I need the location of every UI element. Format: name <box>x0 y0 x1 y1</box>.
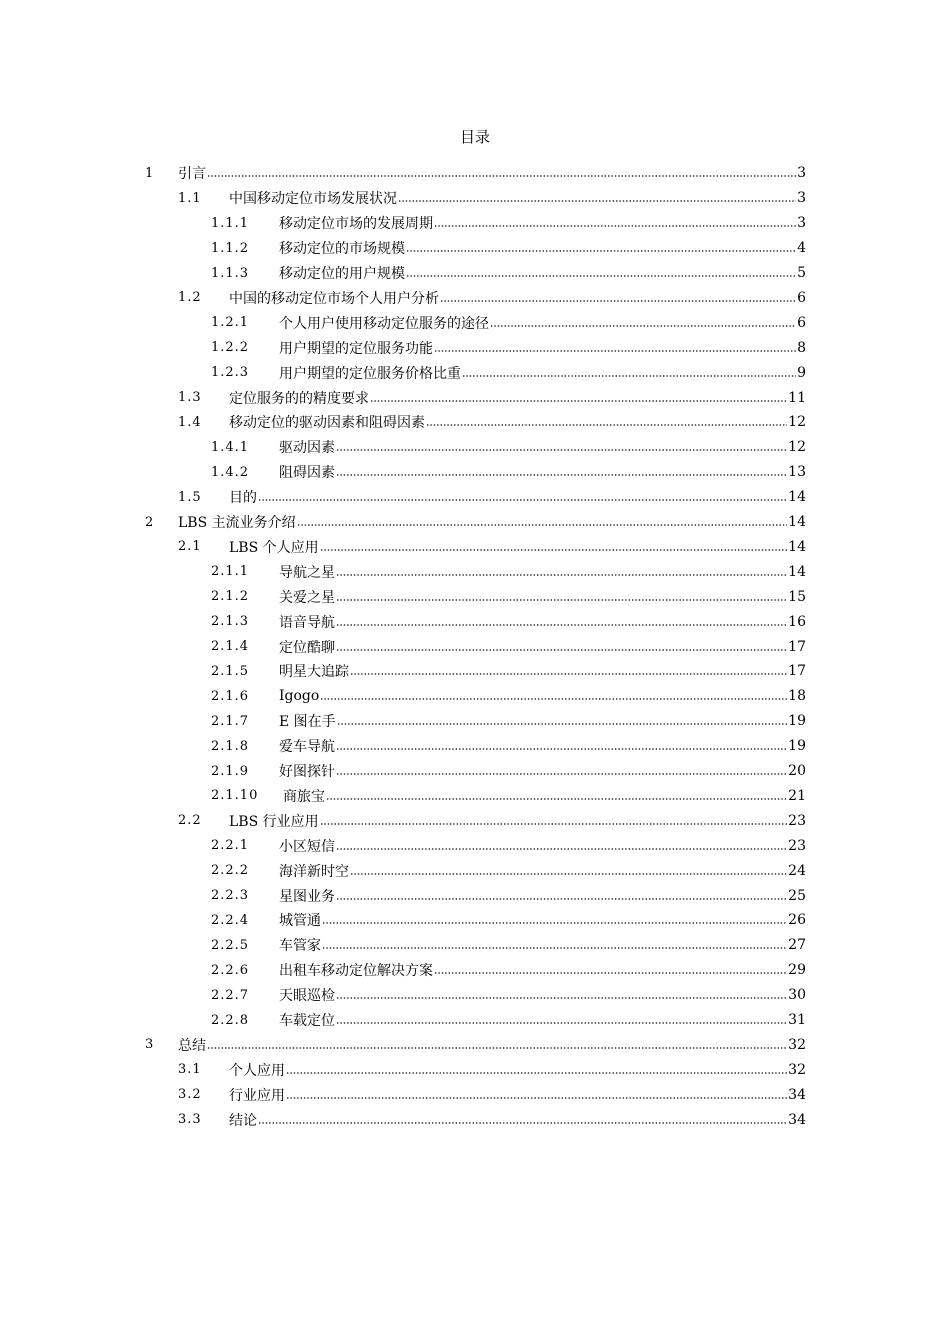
toc-leader-dots <box>322 922 787 924</box>
toc-entry-label: 个人应用 <box>229 1062 285 1079</box>
toc-leader-dots <box>336 574 787 576</box>
toc-entry[interactable] <box>211 858 806 883</box>
toc-entry-number: 1.1 <box>178 190 202 206</box>
toc-entry-label: 驱动因素 <box>279 440 335 457</box>
toc-entry-page-number: 6 <box>797 314 806 331</box>
toc-entry[interactable] <box>211 709 806 734</box>
toc-entry-label: 引言 <box>178 166 206 183</box>
toc-entry-page-number: 17 <box>788 638 806 655</box>
toc-entry-label: LBS 个人应用 <box>229 539 319 556</box>
toc-entry[interactable] <box>211 211 806 236</box>
toc-leader-dots <box>434 972 787 974</box>
toc-entry[interactable] <box>211 784 806 809</box>
toc-entry-number: 2.1.5 <box>211 663 250 679</box>
toc-entry-page-number: 3 <box>797 165 806 182</box>
toc-leader-dots <box>258 499 787 501</box>
toc-entry-page-number: 14 <box>788 514 806 531</box>
toc-entry-page-number: 34 <box>788 1111 806 1128</box>
toc-entry-page-number: 3 <box>797 190 806 207</box>
toc-entry[interactable] <box>178 535 806 560</box>
toc-entry-label: E 图在手 <box>279 714 336 731</box>
toc-entry-number: 2.1.3 <box>211 614 250 630</box>
toc-entry[interactable] <box>178 410 806 435</box>
toc-leader-dots <box>336 997 787 999</box>
toc-entry-label: 用户期望的定位服务价格比重 <box>279 365 461 382</box>
toc-entry-page-number: 12 <box>788 439 806 456</box>
toc-entry[interactable] <box>211 983 806 1008</box>
toc-leader-dots <box>434 350 796 352</box>
toc-entry-page-number: 32 <box>788 1036 806 1053</box>
toc-entry-number: 1.2 <box>178 290 202 306</box>
toc-entry-label: 导航之星 <box>279 564 335 581</box>
toc-entry-number: 1.2.1 <box>211 315 250 331</box>
toc-leader-dots <box>336 1022 787 1024</box>
toc-entry-number: 2.1.6 <box>211 688 250 704</box>
toc-entry[interactable] <box>211 759 806 784</box>
toc-entry-page-number: 11 <box>788 389 806 406</box>
toc-entry-label: LBS 主流业务介绍 <box>178 515 296 532</box>
toc-leader-dots <box>336 748 787 750</box>
toc-entry[interactable] <box>178 808 806 833</box>
toc-entry[interactable] <box>178 1057 806 1082</box>
toc-entry-number: 3.3 <box>178 1112 202 1128</box>
toc-entry-number: 3.2 <box>178 1087 202 1103</box>
toc-entry-label: LBS 行业应用 <box>229 813 319 830</box>
toc-entry-number: 2.1.1 <box>211 564 250 580</box>
toc-leader-dots <box>370 400 787 402</box>
toc-leader-dots <box>326 798 787 800</box>
toc-entry-number: 3.1 <box>178 1062 202 1078</box>
toc-leader-dots <box>297 524 788 526</box>
toc-entry-number: 2.2 <box>178 813 202 829</box>
toc-entry-number: 2.2.5 <box>211 937 250 953</box>
toc-leader-dots <box>336 624 787 626</box>
toc-entry[interactable] <box>178 385 806 410</box>
toc-entry-page-number: 34 <box>788 1086 806 1103</box>
toc-entry-page-number: 14 <box>788 563 806 580</box>
toc-entry-page-number: 31 <box>788 1012 806 1029</box>
toc-entry-page-number: 15 <box>788 588 806 605</box>
toc-entry-number: 2.1.2 <box>211 589 250 605</box>
toc-entry[interactable] <box>211 883 806 908</box>
toc-entry-page-number: 23 <box>788 812 806 829</box>
toc-entry-label: 车载定位 <box>279 1013 335 1030</box>
toc-entry[interactable] <box>211 659 806 684</box>
toc-entry-label: 城管通 <box>279 913 321 930</box>
toc-entry[interactable] <box>145 161 806 186</box>
toc-entry[interactable] <box>178 1082 806 1107</box>
toc-entry-number: 2.1 <box>178 539 202 555</box>
toc-entry-label: 爱车导航 <box>279 739 335 756</box>
toc-leader-dots <box>286 1097 787 1099</box>
toc-entry[interactable] <box>145 1033 806 1058</box>
toc-entry-page-number: 9 <box>797 364 806 381</box>
toc-leader-dots <box>350 873 787 875</box>
toc-entry-number: 2.2.8 <box>211 1012 250 1028</box>
toc-entry-number: 2.2.2 <box>211 863 250 879</box>
toc-title: 目录 <box>459 128 490 146</box>
toc-entry-label: 定位酷聊 <box>279 639 335 656</box>
toc-entry-page-number: 17 <box>788 663 806 680</box>
toc-entry-number: 2.2.3 <box>211 888 250 904</box>
toc-leader-dots <box>322 947 787 949</box>
toc-entry-number: 1.3 <box>178 390 202 406</box>
toc-entry-number: 1.2.3 <box>211 365 250 381</box>
toc-entry-page-number: 25 <box>788 887 806 904</box>
toc-entry-page-number: 23 <box>788 837 806 854</box>
toc-entry-label: 移动定位的驱动因素和阻碍因素 <box>229 415 425 432</box>
toc-entry-page-number: 16 <box>788 613 806 630</box>
toc-entry-label: 车管家 <box>279 938 321 955</box>
toc-entry-label: 出租车移动定位解决方案 <box>279 963 433 980</box>
toc-leader-dots <box>426 424 787 426</box>
toc-entry[interactable] <box>211 634 806 659</box>
toc-entry-page-number: 27 <box>788 937 806 954</box>
toc-entry-page-number: 6 <box>797 289 806 306</box>
toc-entry-label: 用户期望的定位服务功能 <box>279 340 433 357</box>
toc-leader-dots <box>336 773 787 775</box>
toc-leader-dots <box>398 200 796 202</box>
toc-entry-page-number: 32 <box>788 1061 806 1078</box>
toc-entry-label: 海洋新时空 <box>279 863 349 880</box>
toc-entry-number: 1.2.2 <box>211 340 250 356</box>
toc-leader-dots <box>490 325 796 327</box>
toc-leader-dots <box>207 1047 787 1049</box>
toc-entry-number: 3 <box>145 1037 155 1053</box>
toc-entry-number: 2.1.4 <box>211 639 250 655</box>
toc-entry-label: 结论 <box>229 1112 257 1129</box>
toc-entry[interactable] <box>211 933 806 958</box>
toc-leader-dots <box>337 723 788 725</box>
toc-entry-page-number: 5 <box>797 265 806 282</box>
toc-leader-dots <box>320 698 787 700</box>
toc-leader-dots <box>207 175 796 177</box>
toc-leader-dots <box>320 549 788 551</box>
toc-entry-number: 1.5 <box>178 489 202 505</box>
toc-entry[interactable] <box>211 958 806 983</box>
toc-entry-number: 1.1.1 <box>211 215 250 231</box>
toc-entry[interactable] <box>211 360 806 385</box>
toc-entry-page-number: 21 <box>788 787 806 804</box>
toc-entry-label: 天眼巡检 <box>279 988 335 1005</box>
toc-entry-label: 行业应用 <box>229 1087 285 1104</box>
toc-entry-number: 2.2.1 <box>211 838 250 854</box>
toc-entry[interactable] <box>211 460 806 485</box>
toc-entry[interactable] <box>211 335 806 360</box>
toc-leader-dots <box>336 599 787 601</box>
toc-entry[interactable] <box>211 584 806 609</box>
toc-entry-label: Igogo <box>279 688 320 705</box>
toc-entry[interactable] <box>145 510 806 535</box>
toc-entry-number: 2.1.9 <box>211 763 250 779</box>
toc-entry-label: 明星大追踪 <box>279 664 349 681</box>
toc-entry-label: 移动定位的用户规模 <box>279 266 405 283</box>
toc-entry-label: 中国移动定位市场发展状况 <box>229 191 397 208</box>
toc-leader-dots <box>406 250 796 252</box>
toc-entry-number: 1 <box>145 165 155 181</box>
toc-leader-dots <box>336 474 787 476</box>
toc-entry[interactable] <box>211 609 806 634</box>
toc-leader-dots <box>336 848 787 850</box>
toc-entry-number: 1.4.1 <box>211 439 250 455</box>
toc-entry-number: 2.2.6 <box>211 962 250 978</box>
toc-entry-label: 小区短信 <box>279 838 335 855</box>
toc-entry-label: 好图探针 <box>279 764 335 781</box>
toc-entry-number: 2 <box>145 514 155 530</box>
toc-entry-page-number: 3 <box>797 215 806 232</box>
toc-entry[interactable] <box>211 734 806 759</box>
toc-entry-label: 个人用户使用移动定位服务的途径 <box>279 315 489 332</box>
toc-entry-label: 目的 <box>229 490 257 507</box>
toc-leader-dots <box>462 375 796 377</box>
toc-entry-page-number: 30 <box>788 987 806 1004</box>
toc-leader-dots <box>350 673 787 675</box>
toc-entry-page-number: 14 <box>788 489 806 506</box>
toc-entry[interactable] <box>211 261 806 286</box>
toc-entry-page-number: 13 <box>788 464 806 481</box>
toc-entry[interactable] <box>211 435 806 460</box>
toc-entry-page-number: 29 <box>788 962 806 979</box>
toc-entry-page-number: 19 <box>788 738 806 755</box>
toc-entry[interactable] <box>178 1107 806 1132</box>
toc-entry-number: 1.1.3 <box>211 265 250 281</box>
toc-entry-number: 2.1.7 <box>211 713 250 729</box>
toc-entry-label: 移动定位的市场规模 <box>279 241 405 258</box>
toc-entry-label: 中国的移动定位市场个人用户分析 <box>229 290 439 307</box>
toc-entry-number: 2.2.4 <box>211 912 250 928</box>
toc-leader-dots <box>434 225 796 227</box>
toc-entry-number: 2.1.10 <box>211 788 259 804</box>
toc-leader-dots <box>286 1072 787 1074</box>
toc-entry-page-number: 18 <box>788 688 806 705</box>
toc-leader-dots <box>320 823 788 825</box>
toc-entry[interactable] <box>211 1008 806 1033</box>
toc-entry-label: 星图业务 <box>279 888 335 905</box>
toc-entry-page-number: 12 <box>788 414 806 431</box>
toc-entry[interactable] <box>178 186 806 211</box>
toc-entry-page-number: 26 <box>788 912 806 929</box>
toc-entry-label: 阻碍因素 <box>279 465 335 482</box>
toc-entry-label: 定位服务的的精度要求 <box>229 390 369 407</box>
toc-entry[interactable] <box>211 236 806 261</box>
toc-entry-page-number: 24 <box>788 862 806 879</box>
toc-entry-page-number: 4 <box>797 240 806 257</box>
toc-entry-page-number: 14 <box>788 538 806 555</box>
toc-entry[interactable] <box>211 559 806 584</box>
toc-entry-page-number: 8 <box>797 339 806 356</box>
toc-entry[interactable] <box>211 833 806 858</box>
toc-entry-page-number: 19 <box>788 713 806 730</box>
toc-leader-dots <box>406 275 796 277</box>
toc-leader-dots <box>336 898 787 900</box>
toc-entry[interactable] <box>211 684 806 709</box>
toc-leader-dots <box>440 300 796 302</box>
toc-entry-page-number: 20 <box>788 763 806 780</box>
toc-entry-number: 1.4.2 <box>211 464 250 480</box>
toc-entry-label: 移动定位市场的发展周期 <box>279 216 433 233</box>
toc-leader-dots <box>258 1122 787 1124</box>
toc-leader-dots <box>336 649 787 651</box>
toc-entry-number: 2.1.8 <box>211 738 250 754</box>
toc-entry[interactable] <box>178 286 806 311</box>
toc-entry-label: 关爱之星 <box>279 589 335 606</box>
toc-entry-label: 语音导航 <box>279 614 335 631</box>
toc-entry-label: 商旅宝 <box>283 788 325 805</box>
toc-entry[interactable] <box>211 908 806 933</box>
toc-entry-number: 2.2.7 <box>211 987 250 1003</box>
toc-entry[interactable] <box>178 485 806 510</box>
toc-entry-number: 1.1.2 <box>211 240 250 256</box>
toc-entry-label: 总结 <box>178 1037 206 1054</box>
toc-leader-dots <box>336 449 787 451</box>
toc-entry[interactable] <box>211 310 806 335</box>
toc-entry-number: 1.4 <box>178 414 202 430</box>
